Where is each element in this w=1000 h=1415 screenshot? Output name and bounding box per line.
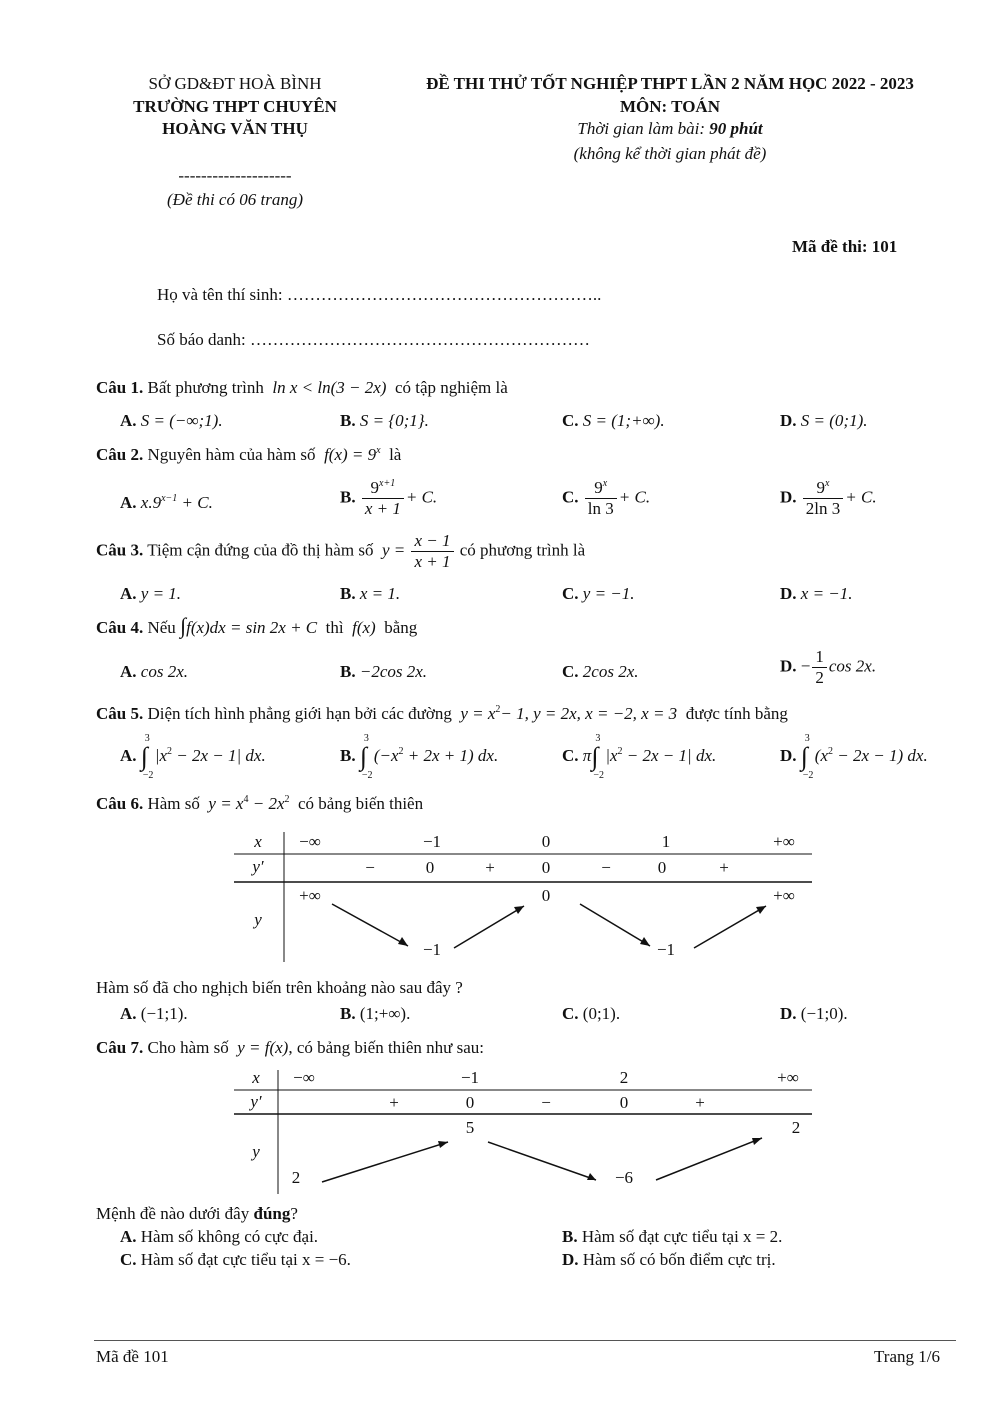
q1-option-a: A. S = (−∞;1). bbox=[120, 411, 223, 430]
q6-yp-val: + bbox=[719, 858, 729, 877]
q6-x-val: −1 bbox=[422, 832, 442, 851]
q6-label-x: x bbox=[254, 832, 262, 851]
q6-yp-val: − bbox=[365, 858, 375, 877]
q1-option-b: B. S = {0;1}. bbox=[340, 411, 429, 430]
q6-variation-table bbox=[232, 830, 816, 970]
q6-x-val: −∞ bbox=[299, 832, 321, 851]
q7-yp-val: − bbox=[541, 1093, 551, 1112]
q6-label-y: y bbox=[254, 910, 262, 929]
footer-divider bbox=[94, 1340, 956, 1341]
q7-option-b: B. Hàm số đạt cực tiểu tại x = 2. bbox=[562, 1227, 783, 1246]
q2-option-c: C. $\frac{9^x}{\ln 3}$ + C. bbox=[562, 478, 651, 518]
q3-option-c: C. y = −1. bbox=[562, 584, 635, 603]
q7-x-val: −∞ bbox=[293, 1068, 315, 1087]
q6-question: Hàm số đã cho nghịch biến trên khoảng nào sau đây ? bbox=[96, 978, 463, 997]
time-limit: Thời gian làm bài: 90 phút bbox=[577, 119, 763, 138]
q4-option-c: C. 2cos 2x. bbox=[562, 662, 639, 681]
q6-y-top: +∞ bbox=[299, 886, 321, 905]
q7-label-y: y bbox=[252, 1142, 260, 1161]
header-dashes: -------------------- bbox=[178, 166, 292, 185]
q6-yp-val: 0 bbox=[541, 858, 551, 877]
q2-option-b: B. $\frac{9^{x+1}}{x + 1}$ + C. bbox=[340, 478, 438, 518]
footer-page-number: Trang 1/6 bbox=[874, 1347, 940, 1366]
q5-option-d: D. 3 ∫ −2 $(x^2 - 2x - 1)$ dx. bbox=[780, 733, 928, 781]
question-2: Câu 2. Nguyên hàm của hàm số $f(x) = 9^x$ là bbox=[96, 445, 402, 464]
question-1: Câu 1. Bất phương trình ln x < ln(3 − 2x) có tập nghiệm là bbox=[96, 378, 508, 397]
q3-option-a: A. y = 1. bbox=[120, 584, 182, 603]
department-name: SỞ GD&ĐT HOÀ BÌNH bbox=[148, 74, 322, 93]
q5-option-a: A. 3 ∫ −2 $|x^2 - 2x - 1|$ dx. bbox=[120, 733, 266, 781]
q1-option-d: D. S = (0;1). bbox=[780, 411, 868, 430]
q7-x-val: 2 bbox=[619, 1068, 629, 1087]
exam-code: Mã đề thi: 101 bbox=[792, 237, 898, 256]
candidate-id-field: Số báo danh: …………………………………………………… bbox=[157, 330, 591, 349]
q4-option-a: A. cos 2x. bbox=[120, 662, 188, 681]
q6-yp-val: 0 bbox=[657, 858, 667, 877]
q7-yp-val: + bbox=[389, 1093, 399, 1112]
q7-table-lines bbox=[232, 1068, 816, 1198]
q6-y-bottom: −1 bbox=[422, 940, 442, 959]
q3-option-b: B. x = 1. bbox=[340, 584, 401, 603]
footer-exam-code: Mã đề 101 bbox=[96, 1347, 169, 1366]
q6-yp-val: − bbox=[601, 858, 611, 877]
page-count-note: (Đề thi có 06 trang) bbox=[167, 190, 303, 209]
q6-option-a: A. (−1;1). bbox=[120, 1004, 188, 1023]
q7-option-c: C. Hàm số đạt cực tiểu tại x = −6. bbox=[120, 1250, 351, 1269]
q5-option-c: C. π 3 ∫ −2 $|x^2 - 2x - 1|$ dx. bbox=[562, 733, 717, 781]
q2-option-a: A. $x.9^{x-1} + C$. bbox=[120, 493, 213, 512]
q7-variation-table bbox=[232, 1068, 816, 1198]
q7-x-val: −1 bbox=[460, 1068, 480, 1087]
q6-option-b: B. (1;+∞). bbox=[340, 1004, 411, 1023]
q6-label-yprime: y′ bbox=[252, 857, 264, 876]
q7-yp-val: 0 bbox=[465, 1093, 475, 1112]
q6-x-val: 0 bbox=[541, 832, 551, 851]
q5-option-b: B. 3 ∫ −2 $(-x^2 + 2x + 1)$ dx. bbox=[340, 733, 499, 781]
question-6: Câu 6. Hàm số $y = x^4 - 2x^2$ có bảng biến thiên bbox=[96, 794, 424, 813]
school-name-line2: HOÀNG VĂN THỤ bbox=[162, 119, 308, 138]
q6-x-val: 1 bbox=[661, 832, 671, 851]
q6-y-top: 0 bbox=[541, 886, 551, 905]
q6-option-d: D. (−1;0). bbox=[780, 1004, 848, 1023]
q7-question: Mệnh đề nào dưới đây đúng? bbox=[96, 1204, 298, 1223]
q7-yp-val: + bbox=[695, 1093, 705, 1112]
q6-y-bottom: −1 bbox=[656, 940, 676, 959]
q7-option-d: D. Hàm số có bốn điểm cực trị. bbox=[562, 1250, 776, 1269]
q2-option-d: D. $\frac{9^x}{2\ln 3}$ + C. bbox=[780, 478, 877, 518]
subject: MÔN: TOÁN bbox=[620, 97, 720, 116]
q7-y-top: 2 bbox=[791, 1118, 801, 1137]
q7-yp-val: 0 bbox=[619, 1093, 629, 1112]
candidate-name-field: Họ và tên thí sinh: ……………………………………………….. bbox=[157, 285, 602, 304]
q7-x-val: +∞ bbox=[777, 1068, 799, 1087]
question-3: Câu 3. Tiệm cận đứng của đồ thị hàm số y = $\frac{x - 1}{x + 1}$ có phương trình là bbox=[96, 531, 586, 571]
q6-x-val: +∞ bbox=[773, 832, 795, 851]
q7-label-yprime: y′ bbox=[250, 1092, 262, 1111]
q6-y-top: +∞ bbox=[773, 886, 795, 905]
q7-option-a: A. Hàm số không có cực đại. bbox=[120, 1227, 319, 1246]
q3-option-d: D. x = −1. bbox=[780, 584, 853, 603]
q7-y-bottom: −6 bbox=[614, 1168, 634, 1187]
q6-yp-val: 0 bbox=[425, 858, 435, 877]
q4-option-d: D. − $\frac{1}{2}$ cos 2x. bbox=[780, 647, 877, 687]
q4-option-b: B. −2cos 2x. bbox=[340, 662, 428, 681]
time-note: (không kể thời gian phát đề) bbox=[573, 144, 767, 163]
exam-title: ĐỀ THI THỬ TỐT NGHIỆP THPT LẦN 2 NĂM HỌC 2022 - 2023 bbox=[426, 74, 914, 93]
q1-option-c: C. S = (1;+∞). bbox=[562, 411, 665, 430]
q6-option-c: C. (0;1). bbox=[562, 1004, 621, 1023]
q7-y-top: 5 bbox=[465, 1118, 475, 1137]
q7-y-bottom: 2 bbox=[291, 1168, 301, 1187]
question-5: Câu 5. Diện tích hình phẳng giới hạn bởi các đường $y = x^2- 1$, y = 2x, x = −2, x = 3 được tính bằng bbox=[96, 704, 788, 723]
question-7: Câu 7. Cho hàm số y = f(x), có bảng biến thiên như sau: bbox=[96, 1038, 485, 1057]
q6-yp-val: + bbox=[485, 858, 495, 877]
question-4: Câu 4. Nếu ∫f(x)dx = sin 2x + C thì f(x) bằng bbox=[96, 613, 418, 638]
school-name-line1: TRƯỜNG THPT CHUYÊN bbox=[133, 97, 337, 116]
q7-label-x: x bbox=[252, 1068, 260, 1087]
